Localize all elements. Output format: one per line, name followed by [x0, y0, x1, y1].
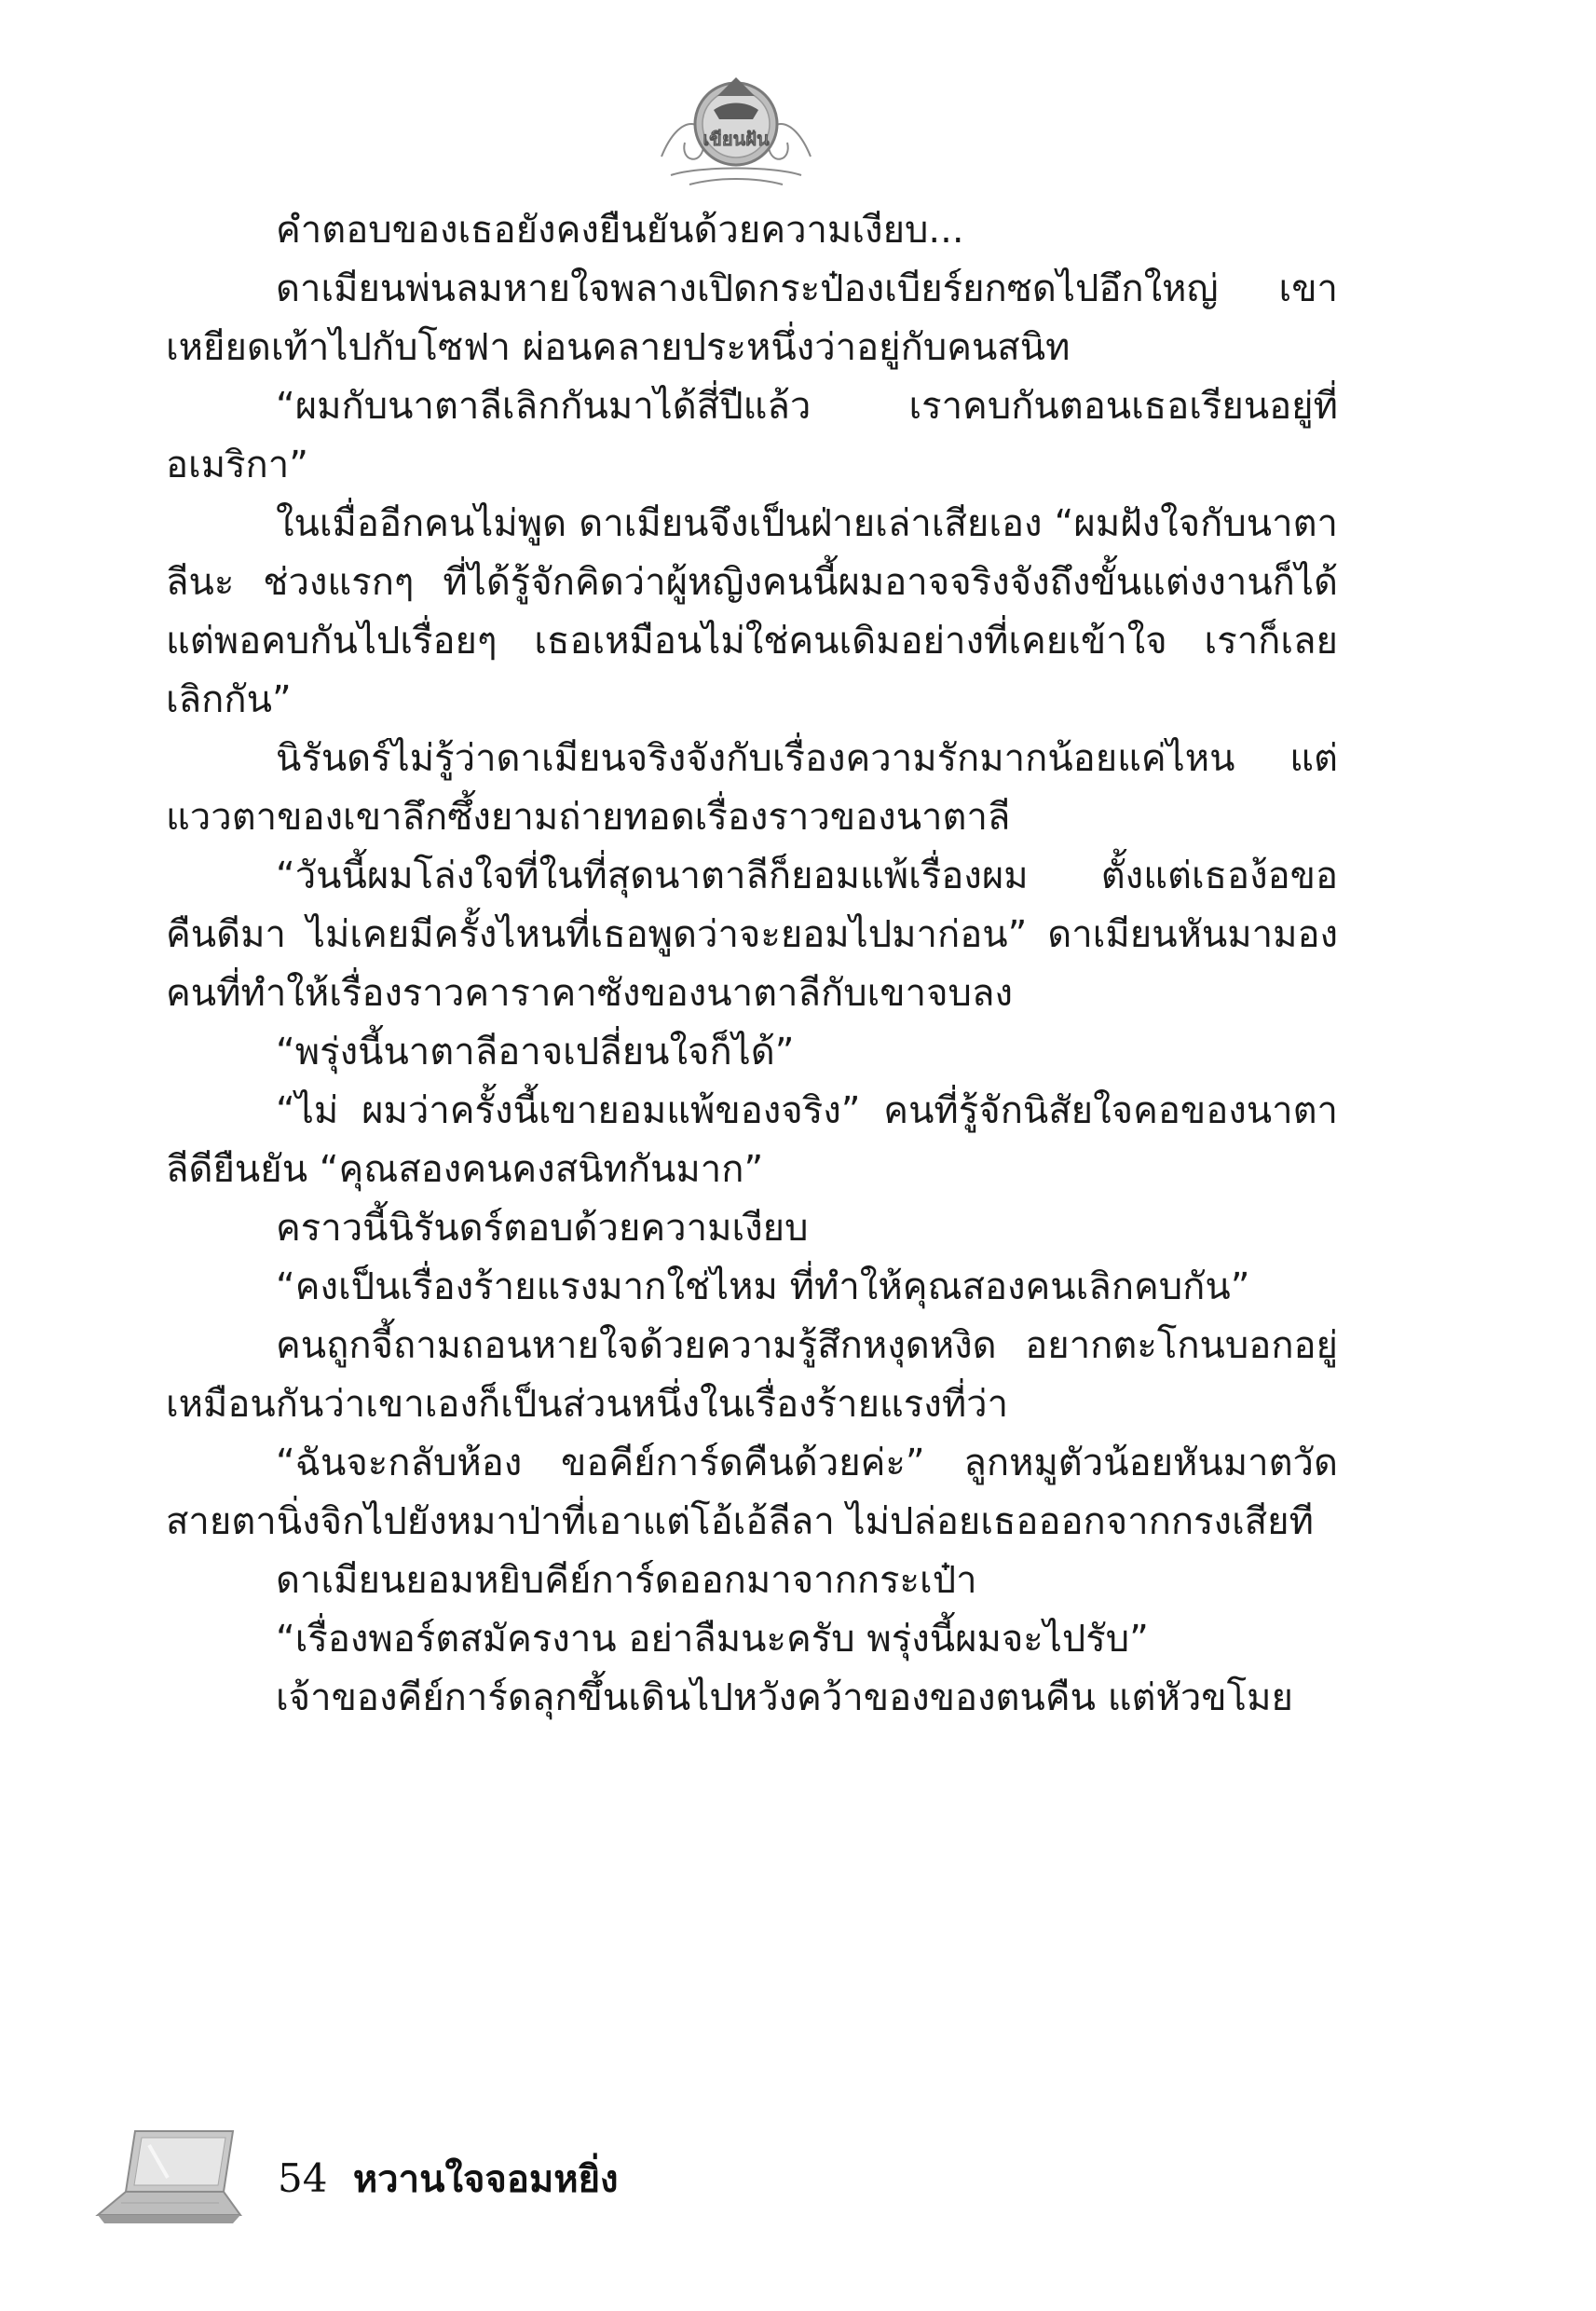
paragraph: “ผมกับนาตาลีเลิกกันมาได้สี่ปีแล้ว เราคบกันตอนเธอเรียนอยู่ที่อเมริกา”: [166, 385, 1338, 486]
book-title: หวานใจจอมหยิ่ง: [352, 2158, 619, 2201]
paragraph: “ไม่ ผมว่าครั้งนี้เขายอมแพ้ของจริง” คนที่รู้จักนิสัยใจคอของนาตาลีดียืนยัน “คุณสองคนคงสนิทกันมาก”: [166, 1089, 1338, 1191]
page-footer: [278, 2149, 619, 2208]
paragraph: “คงเป็นเรื่องร้ายแรงมากใช่ไหม ที่ทำให้คุณสองคนเลิกคบกัน”: [276, 1265, 1250, 1308]
paragraph: คราวนี้นิรันดร์ตอบด้วยความเงียบ: [276, 1207, 809, 1250]
body-text: [166, 201, 1338, 1728]
paragraph: ดาเมียนยอมหยิบคีย์การ์ดออกมาจากกระเป๋า: [276, 1559, 977, 1602]
paragraph: ในเมื่ออีกคนไม่พูด ดาเมียนจึงเป็นฝ่ายเล่าเสียเอง “ผมฝังใจกับนาตาลีนะ ช่วงแรกๆ ที่ได้รู้จักคิดว่าผู้หญิงคนนี้ผมอาจจริงจังถึงขั้นแต่งงานก็ได้ แต่พอคบกันไปเรื่อยๆ เธอเหมือนไม่ใช่คนเดิมอย่างที่เคยเข้าใจ เราก็เลยเลิกกัน”: [166, 502, 1338, 721]
paragraph: “ฉันจะกลับห้อง ขอคีย์การ์ดคืนด้วยค่ะ” ลูกหมูตัวน้อยหันมาตวัดสายตานิ่งจิกไปยังหมาป่าที่เอาแต่โอ้เอ้ลีลา ไม่ปล่อยเธอออกจากกรงเสียที: [166, 1442, 1338, 1543]
emblem-label: เขียนฝัน: [703, 128, 770, 150]
paragraph: “พรุ่งนี้นาตาลีอาจเปลี่ยนใจก็ได้”: [276, 1031, 795, 1073]
paragraph: เจ้าของคีย์การ์ดลุกขึ้นเดินไปหวังคว้าของของตนคืน แต่หัวขโมย: [276, 1676, 1293, 1719]
page-number: 54: [278, 2155, 328, 2201]
paragraph: นิรันดร์ไม่รู้ว่าดาเมียนจริงจังกับเรื่องความรักมากน้อยแค่ไหน แต่แววตาของเขาลึกซึ้งยามถ่ายทอดเรื่องราวของนาตาลี: [166, 737, 1338, 839]
emblem-icon: [652, 54, 820, 194]
laptop-icon: [93, 2126, 242, 2229]
paragraph: ดาเมียนพ่นลมหายใจพลางเปิดกระป๋องเบียร์ยกซดไปอึกใหญ่ เขาเหยียดเท้าไปกับโซฟา ผ่อนคลายประหนึ่งว่าอยู่กับคนสนิท: [166, 267, 1338, 369]
paragraph: “เรื่องพอร์ตสมัครงาน อย่าลืมนะครับ พรุ่งนี้ผมจะไปรับ”: [276, 1618, 1149, 1661]
paragraph: “วันนี้ผมโล่งใจที่ในที่สุดนาตาลีก็ยอมแพ้เรื่องผม ตั้งแต่เธอง้อขอคืนดีมา ไม่เคยมีครั้งไหนที่เธอพูดว่าจะยอมไปมาก่อน” ดาเมียนหันมามองคนที่ทำให้เรื่องราวคาราคาซังของนาตาลีกับเขาจบลง: [166, 855, 1338, 1015]
paragraph: คนถูกจี้ถามถอนหายใจด้วยความรู้สึกหงุดหงิด อยากตะโกนบอกอยู่เหมือนกันว่าเขาเองก็เป็นส่วนหนึ่งในเรื่องร้ายแรงที่ว่า: [166, 1324, 1338, 1426]
paragraph: คำตอบของเธอยังคงยืนยันด้วยความเงียบ...: [276, 209, 964, 252]
